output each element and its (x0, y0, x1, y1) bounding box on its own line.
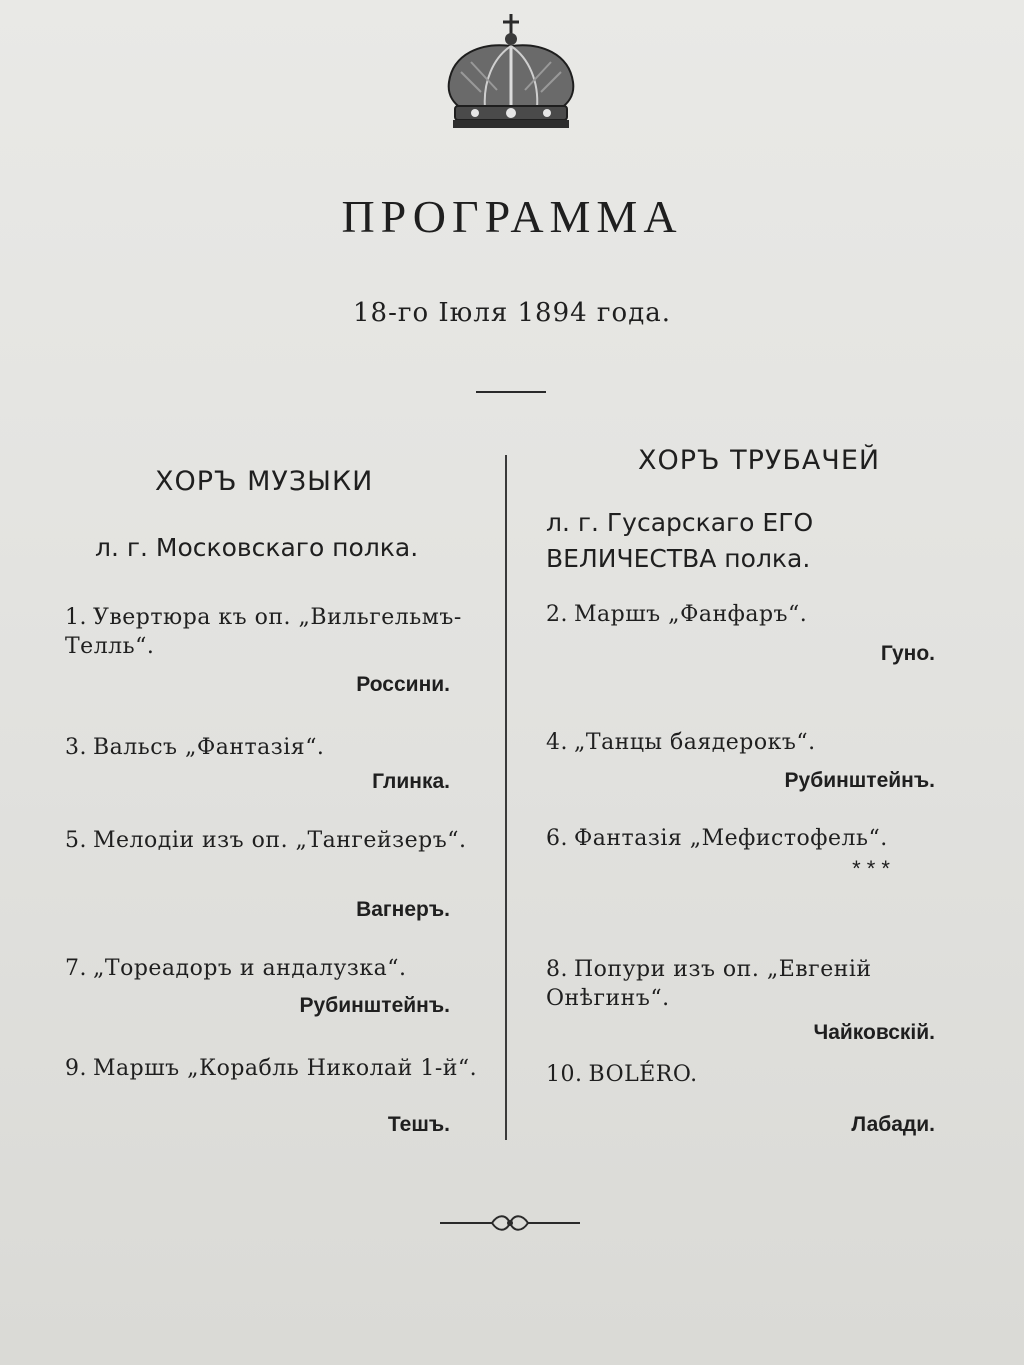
item-number: 5. (65, 828, 87, 853)
program-item-6 (546, 824, 976, 853)
item-2-composer: Гуно. (880, 642, 935, 665)
item-7-composer: Рубинштейнъ. (299, 994, 450, 1017)
item-number: 7. (65, 956, 87, 981)
item-title: Увертюра къ оп. „Вильгельмъ-Телль“. (65, 605, 462, 659)
item-title: Фантазія „Мефистофель“. (574, 826, 888, 851)
item-title: „Тореадоръ и андалузка“. (93, 956, 407, 981)
item-number: 6. (546, 826, 568, 851)
program-date: 18-го Іюля 1894 года. (353, 298, 671, 328)
item-6-composer-asterism: * * * (852, 856, 890, 881)
item-9-composer: Тешъ. (387, 1113, 450, 1136)
item-number: 9. (65, 1056, 87, 1081)
item-number: 1. (65, 605, 87, 630)
program-item-2 (546, 600, 976, 629)
right-regiment: л. г. Гусарскаго ЕГО ВЕЛИЧЕСТВА полка. (546, 508, 814, 573)
program-item-10 (546, 1060, 976, 1089)
item-1-composer: Россини. (356, 673, 450, 696)
item-title: Попури изъ оп. „Евгеній Онѣгинъ“. (546, 957, 872, 1011)
item-title: „Танцы баядерокъ“. (574, 730, 816, 755)
title-rule (476, 391, 546, 393)
item-number: 3. (65, 735, 87, 760)
right-choir-heading: ХОРЪ ТРУБАЧЕЙ (638, 445, 881, 476)
item-5-composer: Вагнеръ. (356, 898, 450, 921)
item-title: Маршъ „Фанфаръ“. (574, 602, 808, 627)
item-title: Маршъ „Корабль Николай 1-й“. (93, 1056, 478, 1081)
program-item-3 (65, 733, 480, 762)
program-item-8 (546, 955, 976, 1013)
imperial-crown-icon (441, 12, 581, 130)
item-3-composer: Глинка. (372, 770, 450, 793)
item-title: BOLÉRO. (588, 1062, 698, 1087)
item-10-composer: Лабади. (851, 1113, 935, 1136)
item-4-composer: Рубинштейнъ. (784, 769, 935, 792)
program-item-5 (65, 826, 480, 855)
left-regiment: л. г. Московскаго полка. (95, 533, 419, 562)
item-number: 4. (546, 730, 568, 755)
program-item-4 (546, 728, 976, 757)
program-item-9 (65, 1054, 480, 1083)
item-title: Вальсъ „Фантазія“. (93, 735, 325, 760)
flourish-ornament-icon (440, 1208, 580, 1238)
program-title: ПРОГРАММА (341, 191, 683, 242)
item-number: 8. (546, 957, 568, 982)
column-divider (505, 455, 507, 1140)
item-number: 10. (546, 1062, 583, 1087)
item-number: 2. (546, 602, 568, 627)
item-8-composer: Чайковскій. (813, 1021, 935, 1044)
item-title: Мелодіи изъ оп. „Тангейзеръ“. (93, 828, 467, 853)
left-choir-heading: ХОРЪ МУЗЫКИ (155, 466, 374, 497)
program-item-1 (65, 603, 480, 661)
program-item-7 (65, 954, 480, 983)
